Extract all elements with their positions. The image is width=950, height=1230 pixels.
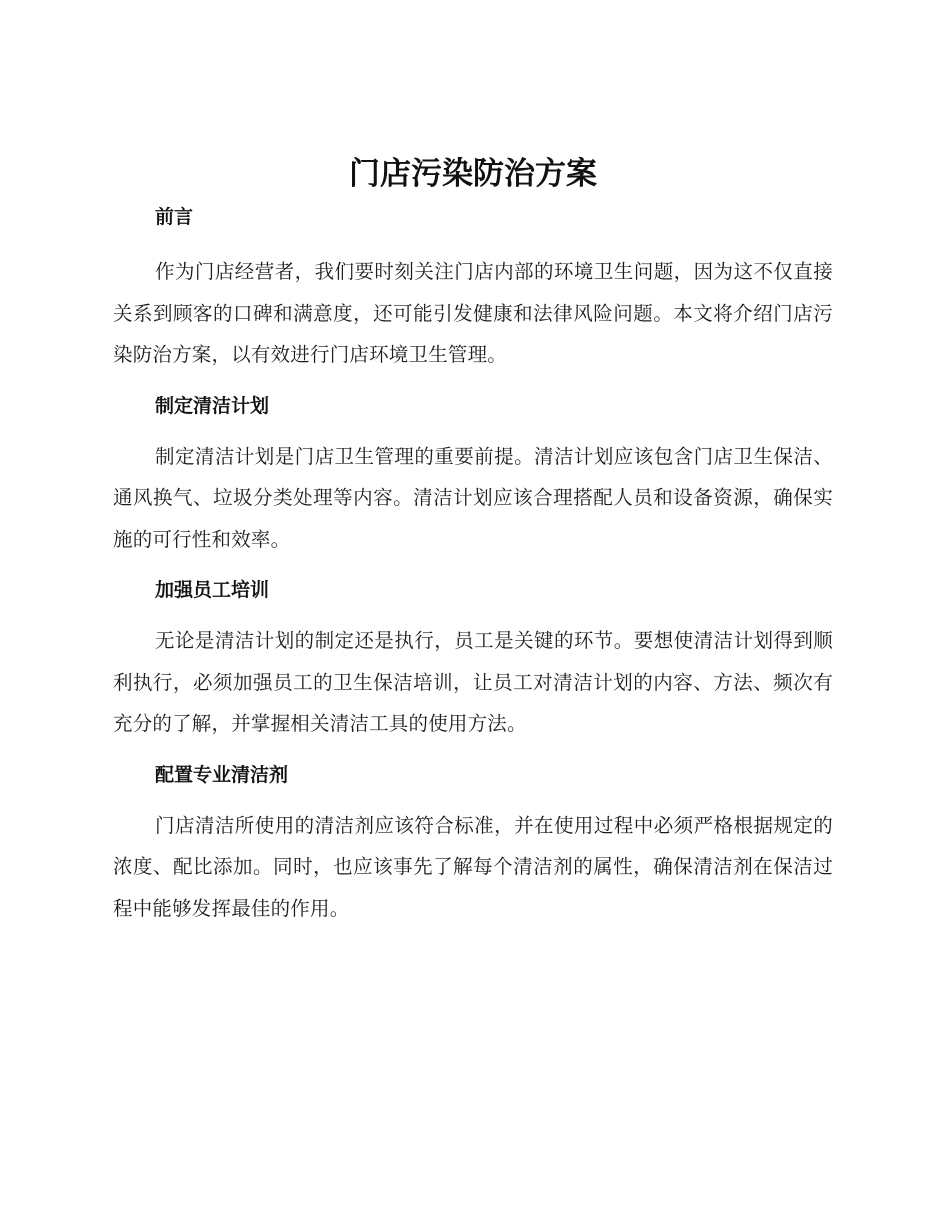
section-paragraph-cleaning-agents: 门店清洁所使用的清洁剂应该符合标准，并在使用过程中必须严格根据规定的浓度、配比添加。同时，也应该事先了解每个清洁剂的属性，确保清洁剂在保洁过程中能够发挥最佳的作用。	[113, 813, 833, 920]
document-body	[113, 150, 833, 929]
section-heading-cleaning-agents: 配置专业清洁剂	[155, 763, 289, 786]
section-paragraph-preface: 作为门店经营者，我们要时刻关注门店内部的环境卫生问题，因为这不仅直接关系到顾客的口碑和满意度，还可能引发健康和法律风险问题。本文将介绍门店污染防治方案，以有效进行门店环境卫生管理。	[113, 260, 833, 366]
section-paragraph-cleaning-plan: 制定清洁计划是门店卫生管理的重要前提。清洁计划应该包含门店卫生保洁、通风换气、垃圾分类处理等内容。清洁计划应该合理搭配人员和设备资源，确保实施的可行性和效率。	[113, 444, 833, 551]
document-title: 门店污染防治方案	[349, 156, 597, 192]
section-heading-preface: 前言	[155, 206, 194, 228]
section-heading-staff-training: 加强员工培训	[155, 579, 270, 601]
section-heading-cleaning-plan: 制定清洁计划	[155, 394, 270, 417]
section-paragraph-staff-training: 无论是清洁计划的制定还是执行，员工是关键的环节。要想使清洁计划得到顺利执行，必须加强员工的卫生保洁培训，让员工对清洁计划的内容、方法、频次有充分的了解，并掌握相关清洁工具的使用方法。	[113, 629, 833, 735]
